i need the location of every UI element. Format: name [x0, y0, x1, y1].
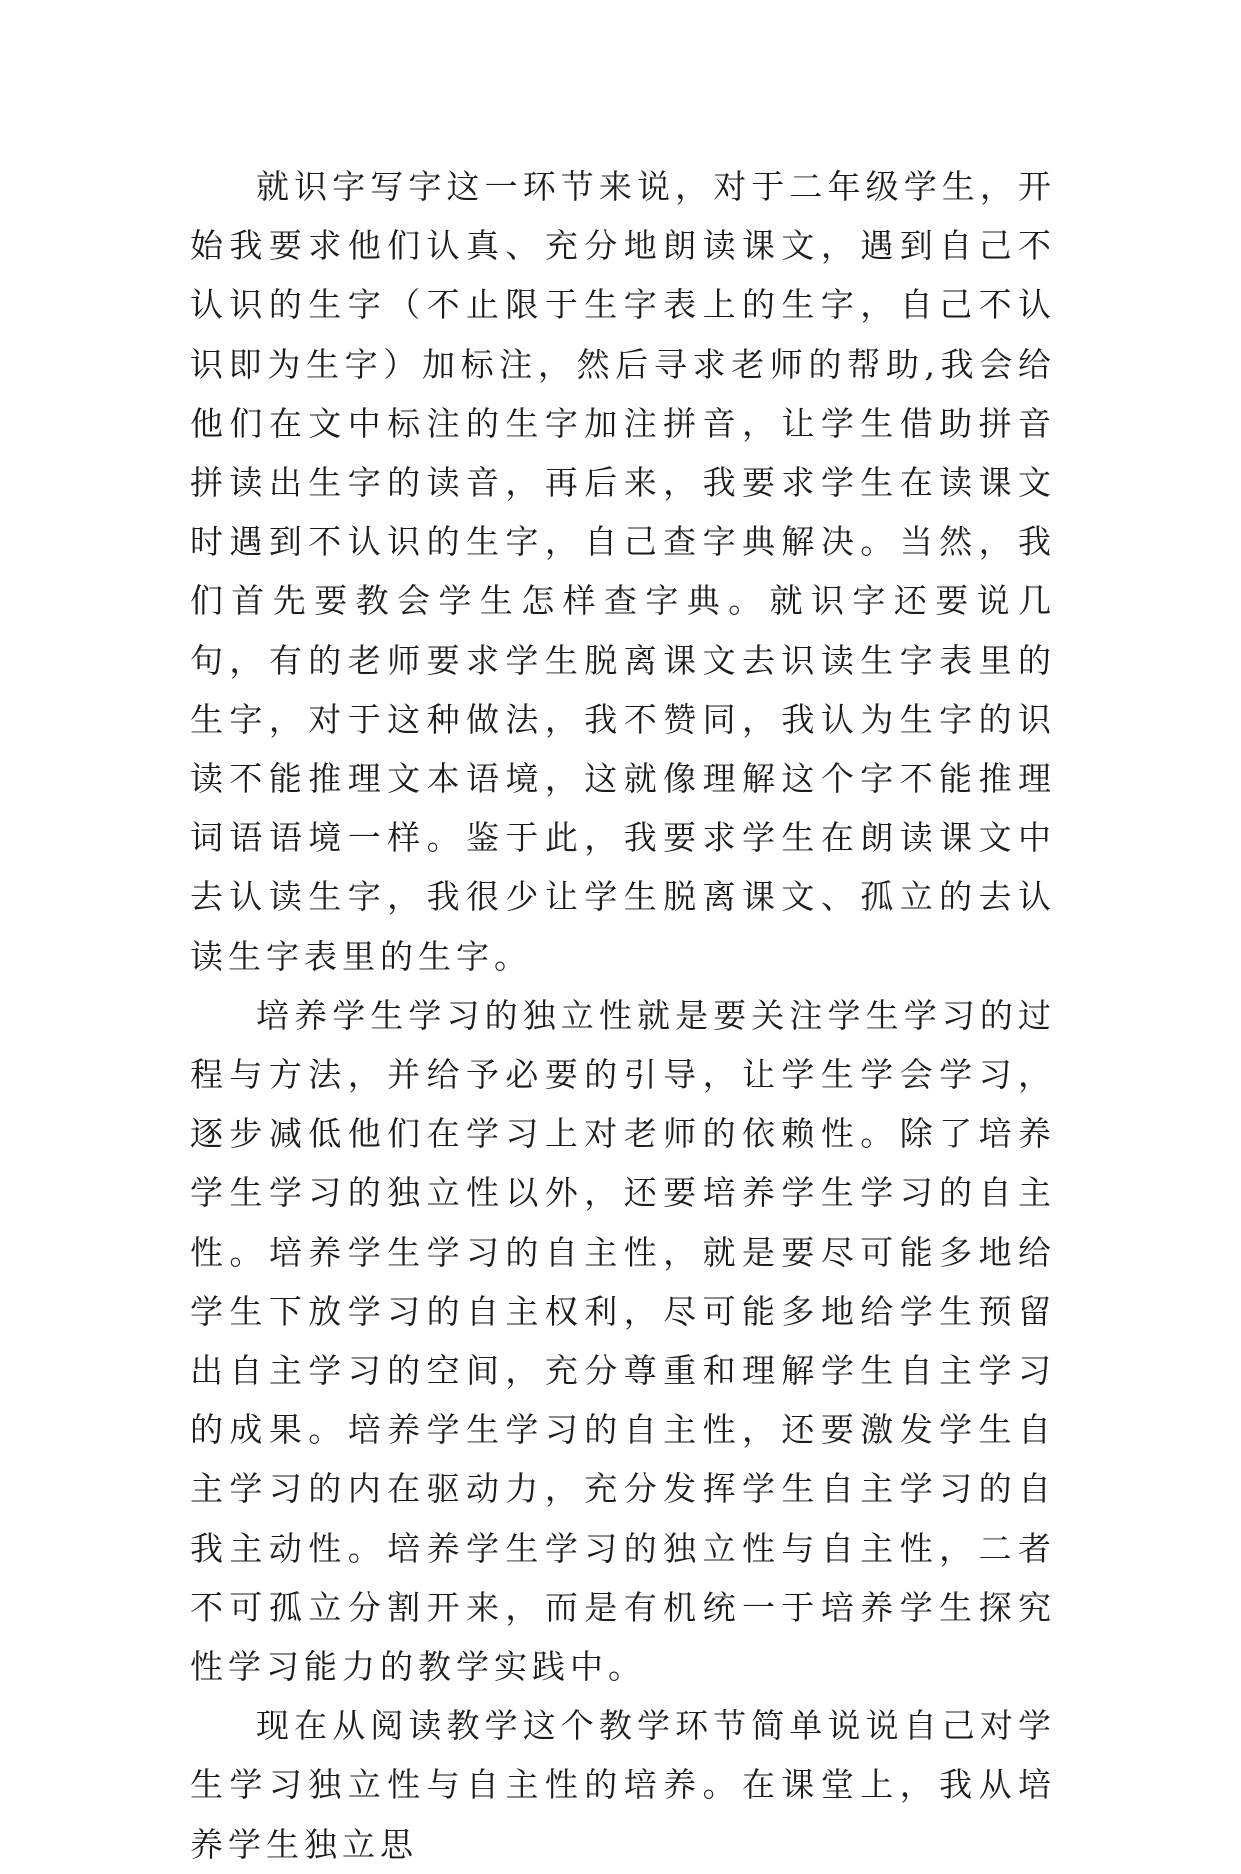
paragraph-reading-teaching: 现在从阅读教学这个教学环节简单说说自己对学生学习独立性与自主性的培养。在课堂上，我从培养学生独立思 [190, 1706, 1056, 1864]
document-body [190, 157, 1056, 1874]
paragraph-independence-autonomy: 培养学生学习的独立性就是要关注学生学习的过程与方法，并给予必要的引导，让学生学会学习，逐步减低他们在学习上对老师的依赖性。除了培养学生学习的独立性以外，还要培养学生学习的自主性。培养学生学习的自主性，就是要尽可能多地给学生下放学习的自主权利，尽可能多地给学生预留出自主学习的空间，充分尊重和理解学生自主学习的成果。培养学生学习的自主性，还要激发学生自主学习的内在驱动力，充分发挥学生自主学习的自我主动性。培养学生学习的独立性与自主性，二者不可孤立分割开来，而是有机统一于培养学生探究性学习能力的教学实践中。 [190, 995, 1056, 1687]
paragraph-literacy-writing: 就识字写字这一环节来说，对于二年级学生，开始我要求他们认真、充分地朗读课文，遇到自己不认识的生字（不止限于生字表上的生字，自己不认识即为生字）加标注，然后寻求老师的帮助,我会给他们在文中标注的生字加注拼音，让学生借助拼音拼读出生字的读音，再后来，我要求学生在读课文时遇到不认识的生字，自己查字典解决。当然，我们首先要教会学生怎样查字典。就识字还要说几句，有的老师要求学生脱离课文去识读生字表里的生字，对于这种做法，我不赞同，我认为生字的识读不能推理文本语境，这就像理解这个字不能推理词语语境一样。鉴于此，我要求学生在朗读课文中去认读生字，我很少让学生脱离课文、孤立的去认读生字表里的生字。 [190, 167, 1056, 976]
